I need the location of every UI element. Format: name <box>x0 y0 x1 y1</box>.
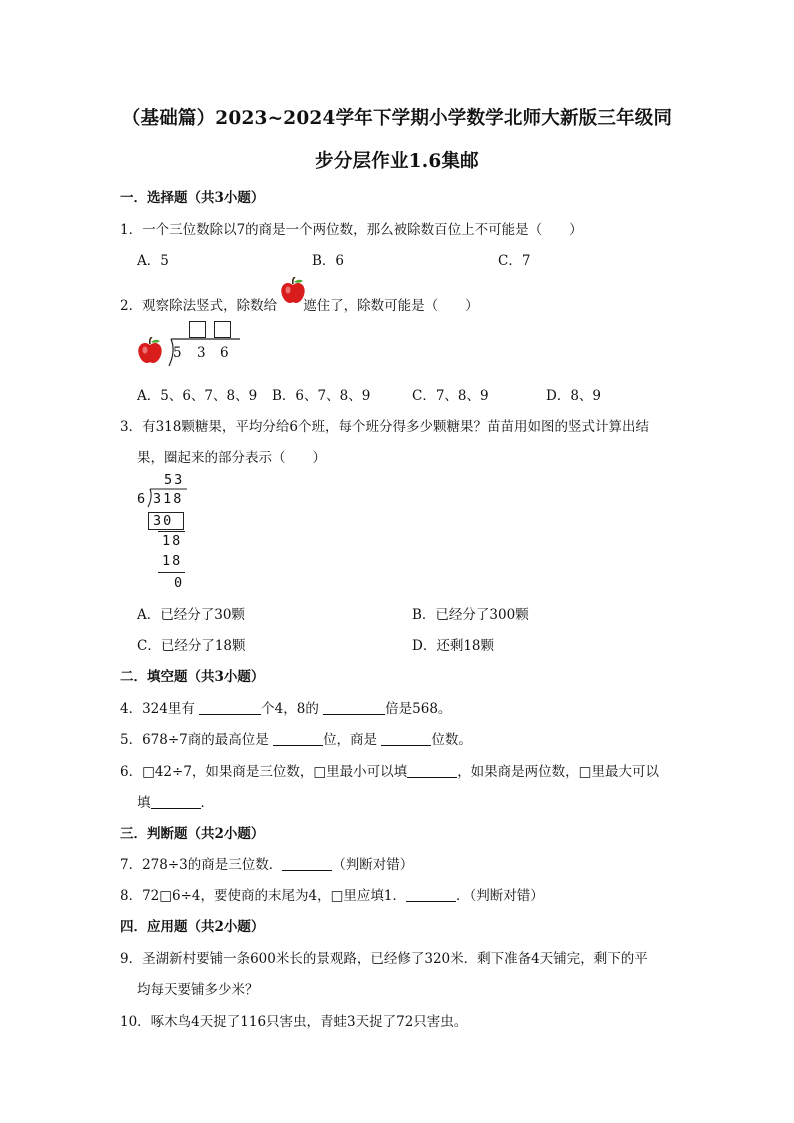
answer-blank[interactable] <box>407 763 457 778</box>
answer-blank[interactable] <box>273 731 323 746</box>
section-heading-application: 四．应用题（共2小题） <box>120 919 265 935</box>
question-5-part-1: 5．678÷7商的最高位是 <box>120 732 274 748</box>
title-line-1: （基础篇）2023~2024学年下学期小学数学北师大新版三年级同 <box>121 108 673 129</box>
answer-blank[interactable] <box>406 887 456 902</box>
question-2-option-c: C．7、8、9 <box>412 388 489 404</box>
answer-blank[interactable] <box>323 700 385 715</box>
question-8-part-1: 8．72□6÷4，要使商的末尾为4，□里应填1． <box>120 888 406 904</box>
q3-quotient: 53 <box>164 472 185 488</box>
q3-divisor: 6 <box>137 491 146 507</box>
question-5 <box>120 728 472 748</box>
question-3-option-a: A．已经分了30颗 <box>137 607 245 623</box>
question-8-part-2: ．（判断对错） <box>455 888 544 904</box>
question-8 <box>120 884 544 904</box>
question-1-option-c: C．7 <box>498 253 531 269</box>
q3-step-1: 30 <box>153 513 174 529</box>
question-6 <box>120 760 659 780</box>
question-3-option-b: B．已经分了300颗 <box>412 607 529 623</box>
question-7-part-1: 7．278÷3的商是三位数． <box>120 857 283 873</box>
question-3-option-d: D．还剩18颗 <box>412 638 495 654</box>
dividend-digit: 5 <box>173 345 182 361</box>
question-9-line-2: 均每天要铺多少米？ <box>137 982 259 998</box>
question-4-part-3: 倍是568。 <box>385 701 452 717</box>
question-7-part-2: （判断对错） <box>332 857 414 873</box>
q3-step-3: 18 <box>162 553 183 569</box>
question-2-text-before: 2．观察除法竖式，除数给 <box>120 298 278 314</box>
question-2-option-a: A．5、6、7、8、9 <box>137 388 258 404</box>
apple-icon-divisor <box>137 337 163 365</box>
q3-rule-1 <box>158 531 185 532</box>
question-6-line-2 <box>137 791 214 811</box>
question-4-part-1: 4．324里有 <box>120 701 200 717</box>
question-1-option-a: A．5 <box>137 253 169 269</box>
q3-step-2: 18 <box>162 533 183 549</box>
dividend-digit: 3 <box>197 345 206 361</box>
question-4 <box>120 697 451 717</box>
question-9-line-1: 9．圣湖新村要铺一条600米长的景观路，已经修了320米．剩下准备4天铺完，剩下的平 <box>120 951 648 967</box>
question-1-option-b: B．6 <box>312 253 345 269</box>
question-2-option-d: D．8、9 <box>546 388 602 404</box>
answer-blank[interactable] <box>282 856 332 871</box>
question-3-line-2: 果，圈起来的部分表示（ ） <box>137 450 326 466</box>
question-6-part-3: 填 <box>137 795 151 811</box>
question-6-part-4: ． <box>200 795 214 811</box>
question-5-part-2: 位，商是 <box>323 732 382 748</box>
answer-blank[interactable] <box>151 794 201 809</box>
dividend-digit: 6 <box>220 345 229 361</box>
question-4-part-2: 个4，8的 <box>261 701 324 717</box>
section-heading-judge: 三．判断题（共2小题） <box>120 826 265 842</box>
question-5-part-3: 位数。 <box>431 732 472 748</box>
question-3-line-1: 3．有318颗糖果，平均分给6个班，每个班分得多少颗糖果？苗苗用如图的竖式计算出结 <box>120 419 649 435</box>
question-3-option-c: C．已经分了18颗 <box>137 638 246 654</box>
section-heading-choice: 一．选择题（共3小题） <box>120 190 265 206</box>
question-6-part-2: ，如果商是两位数，□里最大可以 <box>457 764 659 780</box>
q3-dividend: 318 <box>153 491 184 507</box>
question-10-text: 10．啄木鸟4天捉了116只害虫，青蛙3天捉了72只害虫。 <box>120 1014 468 1030</box>
answer-blank[interactable] <box>199 700 261 715</box>
question-2-option-b: B．6、7、8、9 <box>272 388 371 404</box>
q3-remainder: 0 <box>174 575 183 591</box>
section-heading-fill: 二．填空题（共3小题） <box>120 669 265 685</box>
title-line-2: 步分层作业1.6集邮 <box>315 151 479 172</box>
question-1-text: 1．一个三位数除以7的商是一个两位数，那么被除数百位上不可能是（ ） <box>120 222 583 238</box>
apple-icon <box>280 277 306 305</box>
question-2-text-after: 遮住了，除数可能是（ ） <box>303 298 479 314</box>
question-6-part-1: 6．□42÷7，如果商是三位数，□里最小可以填 <box>120 764 408 780</box>
q3-rule-2 <box>158 572 185 573</box>
answer-blank[interactable] <box>381 731 431 746</box>
question-7 <box>120 853 413 873</box>
